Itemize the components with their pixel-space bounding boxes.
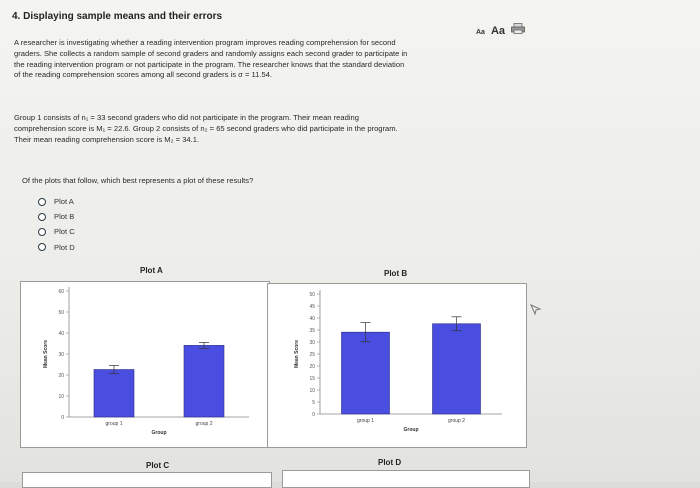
question-heading: 4. Displaying sample means and their errors bbox=[12, 11, 223, 22]
option-plot-a[interactable] bbox=[38, 194, 75, 209]
y-tick-label: 10 bbox=[58, 394, 64, 400]
radio-button[interactable] bbox=[38, 198, 46, 206]
plot-a-chart bbox=[21, 282, 269, 447]
y-tick-label: 0 bbox=[61, 415, 64, 421]
option-plot-d[interactable] bbox=[38, 240, 75, 255]
y-tick-label: 40 bbox=[58, 331, 64, 337]
question-prompt: Of the plots that follow, which best represents a plot of these results? bbox=[22, 176, 254, 185]
y-tick-label: 50 bbox=[58, 310, 64, 316]
x-tick-label: group 2 bbox=[448, 418, 465, 424]
option-label: Plot B bbox=[54, 212, 75, 222]
x-axis-label: Group bbox=[403, 427, 419, 433]
bar bbox=[342, 332, 390, 414]
y-tick-label: 10 bbox=[309, 388, 315, 394]
cursor-arrow-icon bbox=[530, 304, 542, 316]
x-axis-label: Group bbox=[151, 430, 167, 436]
plot-b-chart bbox=[268, 284, 526, 447]
groups-line: comprehension score is M₁ = 22.6. Group 2 consists of n₂ = 65 second graders who did participate in the program. bbox=[14, 123, 398, 133]
scenario-line: A researcher is investigating whether a reading intervention program improves reading comprehension for second bbox=[14, 38, 396, 47]
print-icon[interactable] bbox=[511, 21, 525, 32]
increase-text-size-button[interactable]: Aa bbox=[490, 25, 506, 37]
y-tick-label: 45 bbox=[309, 304, 315, 310]
y-tick-label: 30 bbox=[309, 340, 315, 346]
y-tick-label: 40 bbox=[309, 316, 315, 322]
y-tick-label: 50 bbox=[309, 292, 315, 298]
decrease-text-size-button[interactable]: Aa bbox=[476, 29, 485, 36]
y-tick-label: 35 bbox=[309, 328, 315, 334]
option-label: Plot A bbox=[54, 197, 74, 207]
x-tick-label: group 1 bbox=[357, 418, 374, 424]
groups-line: Group 1 consists of n₁ = 33 second graders who did not participate in the program. Their mean reading bbox=[14, 113, 359, 122]
y-tick-label: 60 bbox=[58, 289, 64, 295]
text-tools bbox=[476, 21, 525, 37]
option-plot-b[interactable] bbox=[38, 209, 75, 224]
bar bbox=[433, 324, 481, 414]
answer-options bbox=[38, 194, 75, 255]
scenario-line: the reading intervention program or not participate in the program. The researcher knows that the standard deviation bbox=[14, 59, 405, 69]
groups-line: Their mean reading comprehension score is M₂ = 34.1. bbox=[14, 134, 200, 144]
plot-d-title: Plot D bbox=[378, 458, 402, 467]
radio-button[interactable] bbox=[38, 228, 46, 236]
groups-paragraph bbox=[14, 113, 514, 145]
option-label: Plot D bbox=[54, 242, 75, 252]
plot-b-frame bbox=[267, 283, 527, 448]
y-tick-label: 30 bbox=[58, 352, 64, 358]
y-tick-label: 25 bbox=[309, 352, 315, 358]
y-tick-label: 20 bbox=[58, 373, 64, 379]
scenario-line: of the reading comprehension scores among all second graders is σ = 11.54. bbox=[14, 70, 273, 80]
bar bbox=[184, 345, 224, 417]
plot-c-frame bbox=[22, 472, 272, 488]
x-tick-label: group 1 bbox=[105, 421, 123, 427]
option-label: Plot C bbox=[54, 227, 75, 237]
plot-c-title: Plot C bbox=[146, 461, 170, 470]
scenario-paragraph bbox=[14, 38, 534, 81]
bar bbox=[94, 370, 134, 417]
y-tick-label: 5 bbox=[312, 400, 315, 406]
y-tick-label: 15 bbox=[309, 376, 315, 382]
radio-button[interactable] bbox=[38, 213, 46, 221]
plot-b-title: Plot B bbox=[384, 269, 408, 278]
radio-button[interactable] bbox=[38, 243, 46, 251]
y-tick-label: 20 bbox=[309, 364, 315, 370]
option-plot-c[interactable] bbox=[38, 224, 75, 239]
x-tick-label: group 2 bbox=[195, 421, 213, 427]
scenario-line: graders. She collects a random sample of second graders and randomly assigns each second grader to participate in bbox=[14, 48, 408, 58]
plot-d-frame bbox=[282, 470, 530, 488]
y-axis-label: Mean Score bbox=[294, 339, 300, 369]
plot-a-frame bbox=[20, 281, 270, 448]
y-axis-label: Mean Score bbox=[43, 339, 49, 369]
y-tick-label: 0 bbox=[312, 412, 315, 418]
plot-a-title: Plot A bbox=[140, 266, 163, 275]
